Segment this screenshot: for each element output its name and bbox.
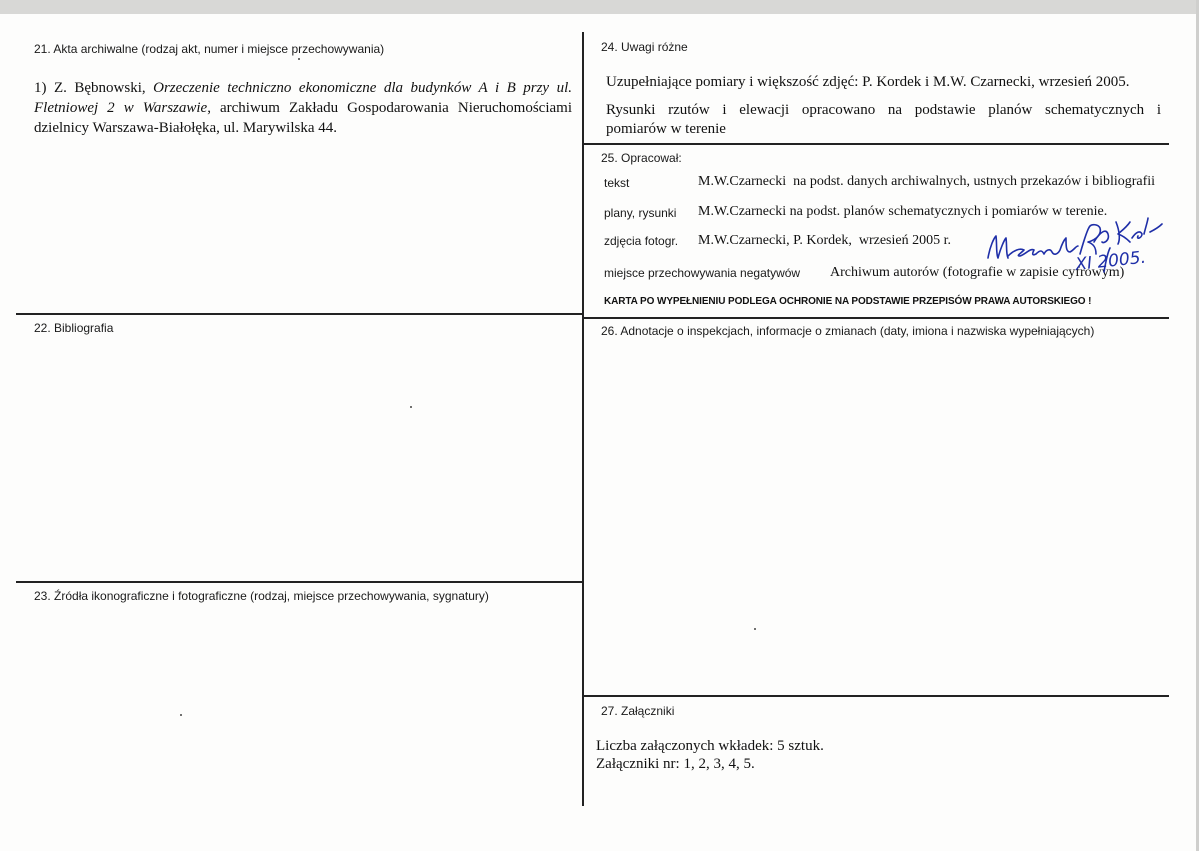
section-24-label: 24. Uwagi różne	[601, 40, 688, 54]
scan-speck	[754, 628, 756, 630]
attachments-list: Załączniki nr: 1, 2, 3, 4, 5.	[596, 756, 755, 772]
author-row-drawings-value: M.W.Czarnecki na podst. planów schematycznych i pomiarów w terenie.	[698, 204, 1108, 219]
document-sheet	[0, 14, 1199, 851]
signature-date: XI 2005.	[1074, 247, 1147, 275]
entry-title-part2: Fletniowej 2 w Warszawie	[34, 100, 208, 116]
center-divider	[582, 32, 584, 806]
divider-21-22	[16, 313, 583, 315]
divider-24-25	[583, 143, 1169, 145]
author-row-text-key: tekst	[604, 176, 630, 190]
author-row-photos-value: M.W.Czarnecki, P. Kordek, wrzesień 2005 r.	[698, 233, 951, 248]
author-row-negatives-value: Archiwum autorów (fotografie w zapisie cyfrowym)	[830, 265, 1125, 280]
entry-prefix: 1) Z. Bębnowski,	[34, 80, 154, 96]
remarks-line-1: Uzupełniające pomiary i większość zdjęć: P. Kordek i M.W. Czarnecki, wrzesień 2005.	[606, 74, 1130, 90]
remarks-line-2: Rysunki rzutów i elewacji opracowano na podstawie planów schematycznych i	[606, 102, 1161, 118]
attachments-count: Liczba załączonych wkładek: 5 sztuk.	[596, 738, 824, 754]
section-25-label: 25. Opracował:	[601, 151, 682, 165]
entry-archive: , archiwum Zakładu Gospodarowania Nieruchomościami	[207, 100, 572, 116]
entry-title-part1: Orzeczenie techniczno ekonomiczne dla budynków A i B przy ul.	[153, 80, 572, 96]
section-21-label: 21. Akta archiwalne (rodzaj akt, numer i miejsce przechowywania)	[34, 42, 385, 56]
section-22-label: 22. Bibliografia	[34, 321, 114, 335]
divider-22-23	[16, 581, 583, 583]
archival-record-entry	[34, 78, 572, 138]
scan-speck	[180, 714, 182, 716]
remarks-line-3: pomiarów w terenie	[606, 121, 726, 137]
handwritten-signature	[980, 210, 1170, 280]
section-23-label: 23. Źródła ikonograficzne i fotograficzne (rodzaj, miejsce przechowywania, sygnatury)	[34, 589, 489, 603]
scan-speck	[298, 58, 300, 60]
author-row-drawings-key: plany, rysunki	[604, 206, 677, 220]
author-row-photos-key: zdjęcia fotogr.	[604, 234, 679, 248]
copyright-note: KARTA PO WYPEŁNIENIU PODLEGA OCHRONIE NA PODSTAWIE PRZEPISÓW PRAWA AUTORSKIEGO !	[604, 296, 1092, 307]
entry-address: dzielnicy Warszawa-Białołęka, ul. Marywilska 44.	[34, 120, 338, 136]
scan-speck	[410, 406, 412, 408]
author-row-negatives-key: miejsce przechowywania negatywów	[604, 266, 801, 280]
divider-25-26	[583, 317, 1169, 319]
author-row-text-value: M.W.Czarnecki na podst. danych archiwalnych, ustnych przekazów i bibliografii	[698, 174, 1156, 189]
section-26-label: 26. Adnotacje o inspekcjach, informacje o zmianach (daty, imiona i nazwiska wypełniających)	[601, 324, 1095, 338]
section-27-label: 27. Załączniki	[601, 704, 675, 718]
divider-26-27	[583, 695, 1169, 697]
